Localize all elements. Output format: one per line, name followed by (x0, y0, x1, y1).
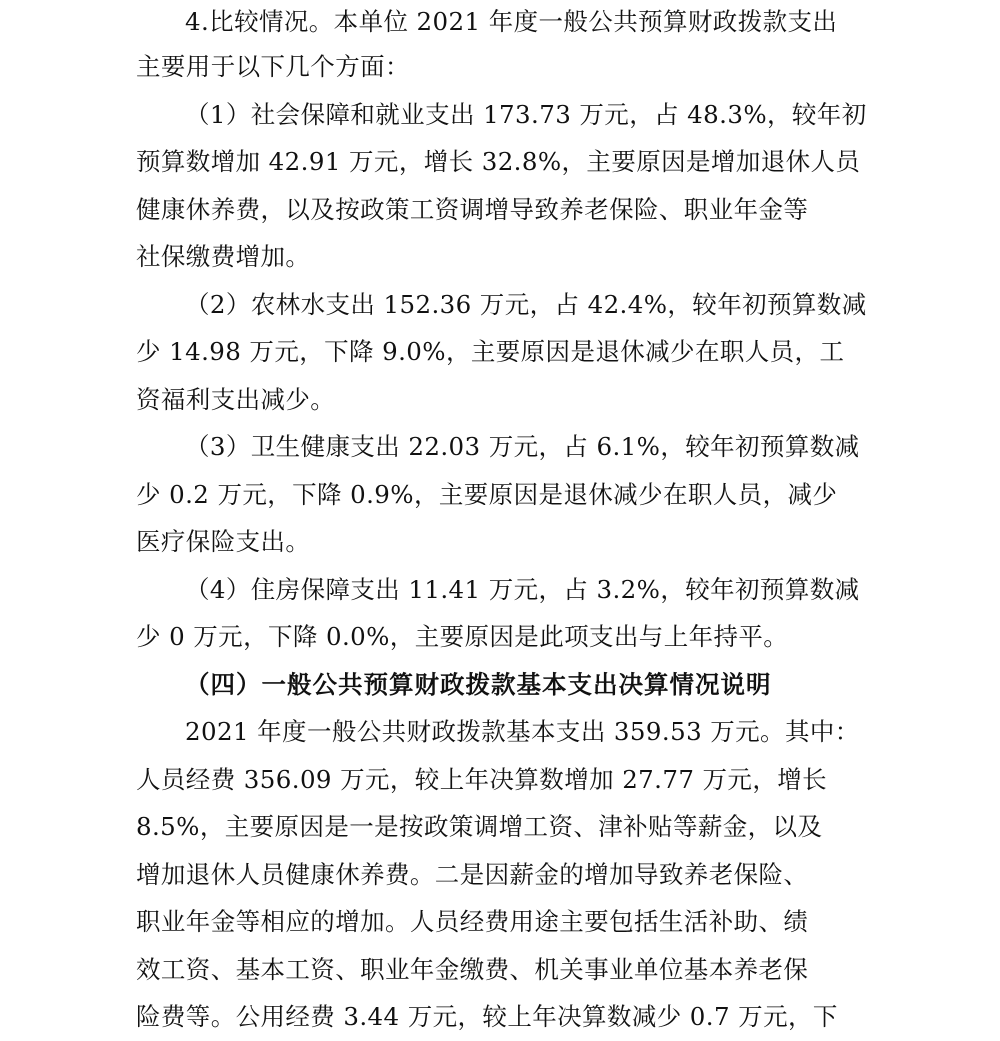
text-line: 主要用于以下几个方面： (136, 52, 410, 81)
text-line: 预算数增加 42.91 万元，增长 32.8%，主要原因是增加退休人员 (136, 147, 861, 176)
text-line: （4）住房保障支出 11.41 万元，占 3.2%，较年初预算数减 (185, 574, 860, 604)
document-page (136, 0, 876, 1041)
text-line: 少 0.2 万元，下降 0.9%，主要原因是退休减少在职人员，减少 (136, 479, 838, 509)
text-line: 人员经费 356.09 万元，较上年决算数增加 27.77 万元，增长 (136, 764, 828, 794)
section-heading: （四）一般公共预算财政拨款基本支出决算情况说明 (185, 669, 772, 699)
text-line: （2）农林水支出 152.36 万元，占 42.4%，较年初预算数减 (185, 289, 867, 319)
text-line: 增加退休人员健康休养费。二是因薪金的增加导致养老保险、 (136, 859, 809, 889)
text-line: 效工资、基本工资、职业年金缴费、机关事业单位基本养老保 (136, 954, 809, 984)
text-line: （1）社会保障和就业支出 173.73 万元，占 48.3%，较年初 (185, 99, 867, 129)
text-line: 医疗保险支出。 (136, 527, 311, 556)
text-line: 资福利支出减少。 (136, 384, 336, 414)
text-line: 社保缴费增加。 (136, 242, 311, 271)
text-line: 少 0 万元，下降 0.0%，主要原因是此项支出与上年持平。 (136, 622, 789, 651)
text-line: 2021 年度一般公共财政拨款基本支出 359.53 万元。其中： (185, 717, 860, 746)
text-line: （3）卫生健康支出 22.03 万元，占 6.1%，较年初预算数减 (185, 432, 860, 461)
text-line: 险费等。公用经费 3.44 万元，较上年决算数减少 0.7 万元，下 (136, 1002, 838, 1031)
text-line: 少 14.98 万元，下降 9.0%，主要原因是退休减少在职人员，工 (136, 337, 845, 366)
text-line: 健康休养费，以及按政策工资调增导致养老保险、职业年金等 (136, 194, 809, 224)
text-line: 职业年金等相应的增加。人员经费用途主要包括生活补助、绩 (136, 907, 809, 936)
text-line: 8.5%，主要原因是一是按政策调增工资、津补贴等薪金，以及 (136, 812, 823, 841)
text-line: 4.比较情况。本单位 2021 年度一般公共预算财政拨款支出 (185, 7, 838, 36)
